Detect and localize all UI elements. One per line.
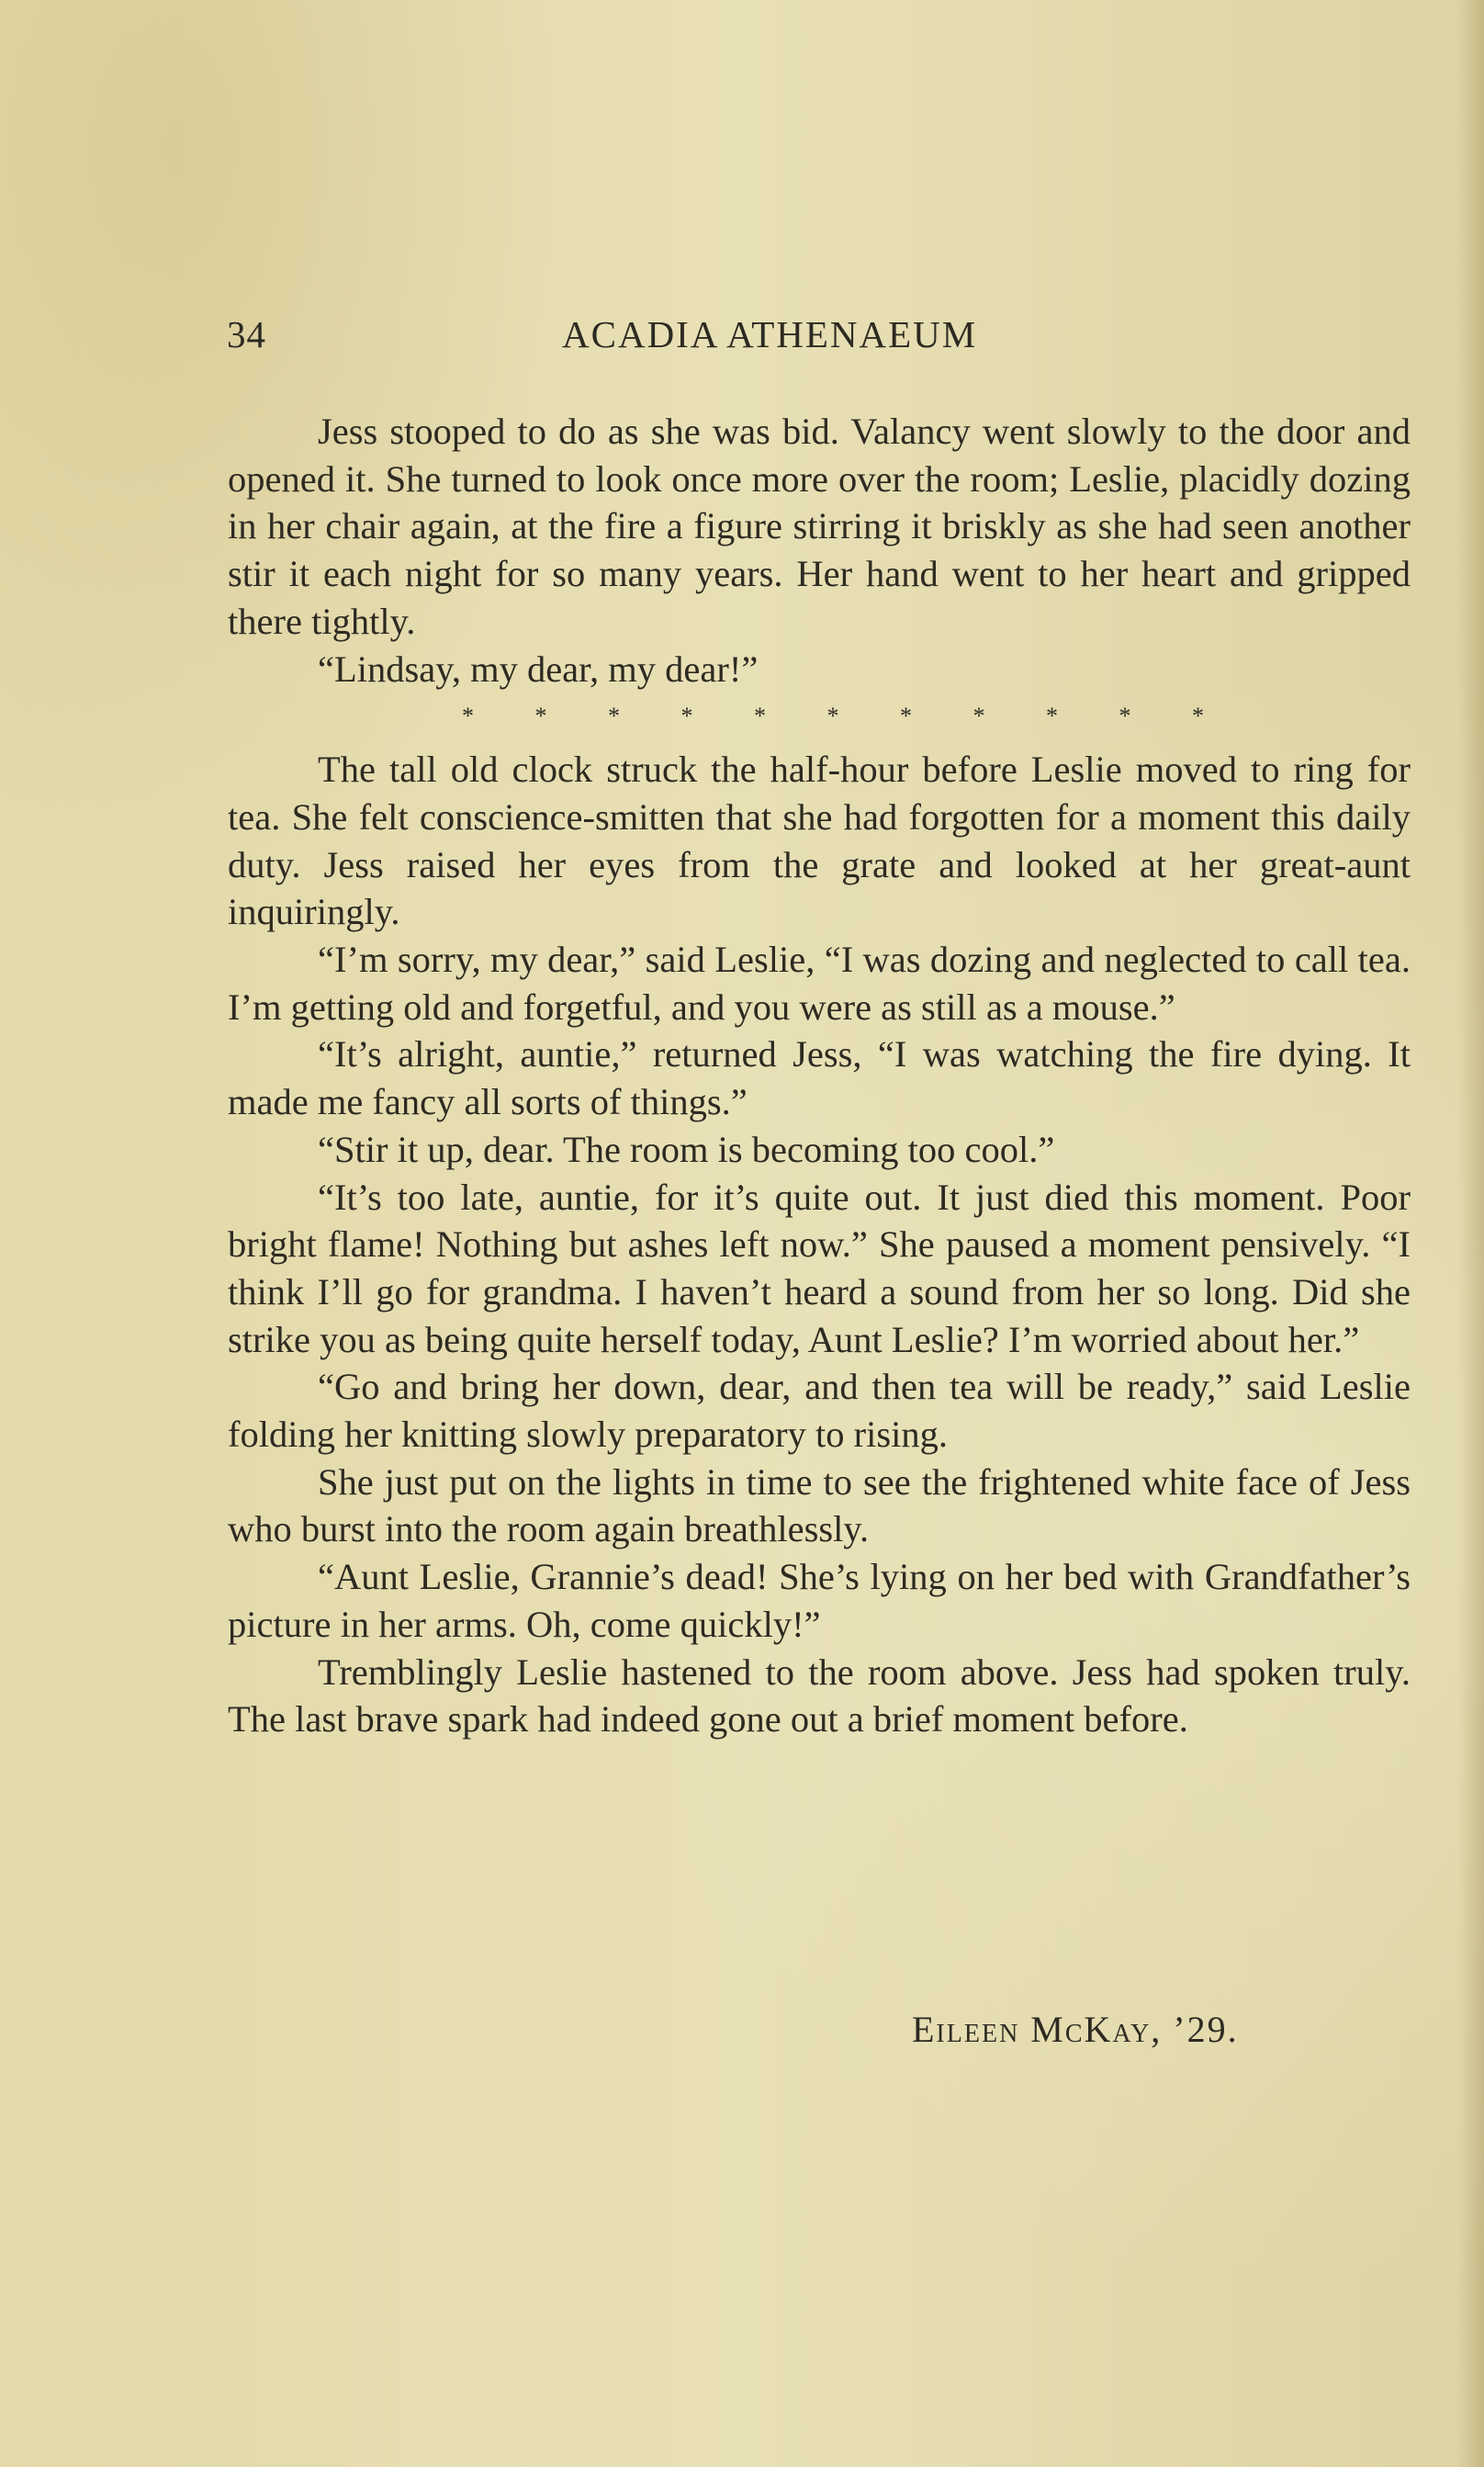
paragraph: Jess stooped to do as she was bid. Valancy went slowly to the door and opened it. She turned to look once more over the room; Leslie, placidly dozing in her chair again, at the fire a figure stirring it briskly as she had seen another stir it each night for so many years. Her hand went to her heart and gripped there tightly. [228, 411, 1411, 642]
paragraph: “It’s too late, auntie, for it’s quite out. It just died this moment. Poor bright flame! Nothing but ashes left now.” She paused a moment pensively. “I think I’ll go for grandma. I haven’t heard a sound from her so long. Did she strike you as being quite herself today, Aunt Leslie? I’m worried about her.” [228, 1176, 1411, 1360]
paragraph: “It’s alright, auntie,” returned Jess, “I was watching the fire dying. It made me fancy all sorts of things.” [228, 1033, 1411, 1123]
journal-title: ACADIA ATHENAEUM [562, 313, 978, 355]
paragraph: Tremblingly Leslie hastened to the room above. Jess had spoken truly. The last brave spark had indeed gone out a brief moment before. [228, 1650, 1411, 1740]
section-break: * * * * * * * * * * * [462, 703, 1231, 730]
paragraph: She just put on the lights in time to see the frightened white face of Jess who burst into the room again breathlessly. [228, 1460, 1411, 1550]
author-signature: Eileen McKay, ’29. [912, 2009, 1239, 2050]
paragraph: “Go and bring her down, dear, and then tea will be ready,” said Leslie folding her knitting slowly preparatory to rising. [228, 1366, 1411, 1456]
paragraph: “I’m sorry, my dear,” said Leslie, “I was dozing and neglected to call tea. I’m getting old and forgetful, and you were as still as a mouse.” [228, 939, 1411, 1028]
paragraph: The tall old clock struck the half-hour before Leslie moved to ring for tea. She felt conscience-smitten that she had forgotten for a moment this daily duty. Jess raised her eyes from the grate and looked at her great-aunt inquiringly. [228, 749, 1411, 933]
paragraph: “Lindsay, my dear, my dear!” [318, 648, 759, 690]
article-body [228, 408, 1411, 1743]
running-header [227, 312, 1411, 367]
paragraph: “Aunt Leslie, Grannie’s dead! She’s lying on her bed with Grandfather’s picture in her arms. Oh, come quickly!” [228, 1556, 1411, 1645]
paragraph: “Stir it up, dear. The room is becoming too cool.” [318, 1128, 1055, 1170]
page-number: 34 [227, 313, 266, 355]
